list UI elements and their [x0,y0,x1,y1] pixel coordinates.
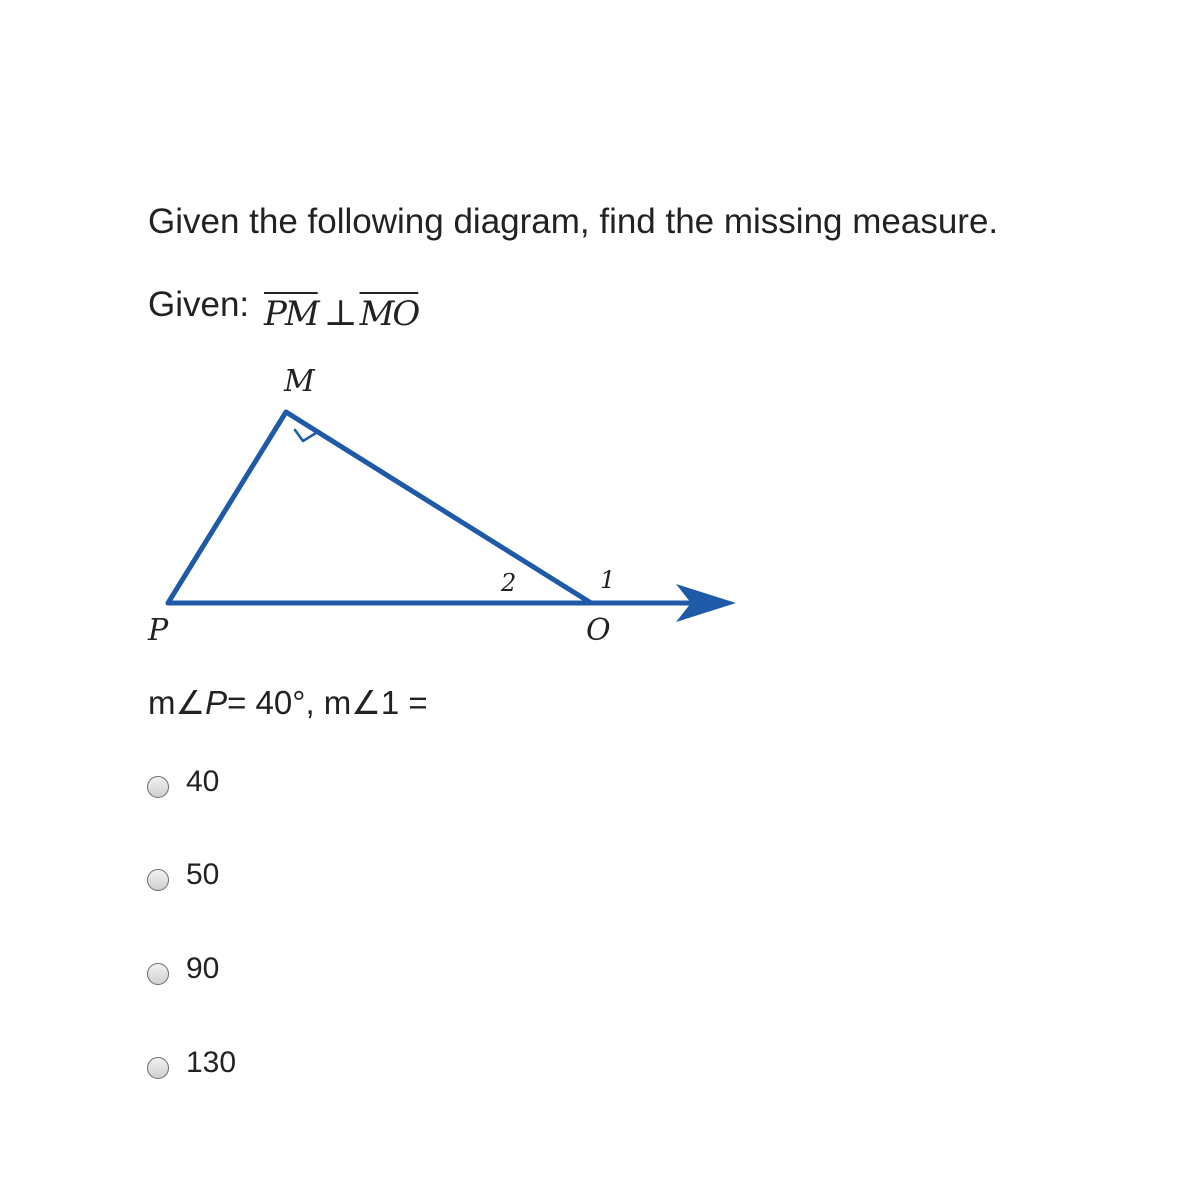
segment-pm [168,412,286,603]
problem-suffix: 1 = [380,684,428,721]
perpendicular-symbol: ⊥ [323,293,358,334]
answer-option-label: 90 [186,952,220,985]
answer-option[interactable] [147,760,219,804]
radio-button[interactable] [147,1057,169,1079]
angle-symbol: ∠ [175,684,206,721]
given-segment-mo: $\overline{MO}$ [359,294,419,334]
vertex-label-m: M [284,364,315,399]
radio-button[interactable] [147,869,169,891]
answer-option-label: 50 [186,858,220,891]
angle-label-1: 1 [600,566,616,594]
problem-m: m [148,684,176,721]
answer-option-label: 40 [186,765,220,798]
angle-symbol: ∠ [351,684,381,721]
segment-mo [286,412,591,603]
answer-option-label: 130 [186,1046,237,1079]
question-prompt: Given the following diagram, find the missing measure. [148,202,999,241]
answer-option[interactable] [147,947,219,991]
problem-var-p: P [205,684,228,721]
vertex-label-p: P [148,613,169,648]
radio-button[interactable] [147,776,169,798]
answer-option[interactable] [147,853,219,897]
radio-button[interactable] [147,963,169,985]
problem-middle: = 40°, m [227,684,352,721]
problem-statement [148,682,428,724]
answer-option[interactable] [147,1041,236,1085]
vertex-label-o: O [586,613,611,648]
given-label: Given: [148,285,250,324]
given-segment-pm: $\overline{PM}$ [264,294,318,334]
angle-label-2: 2 [501,569,517,597]
